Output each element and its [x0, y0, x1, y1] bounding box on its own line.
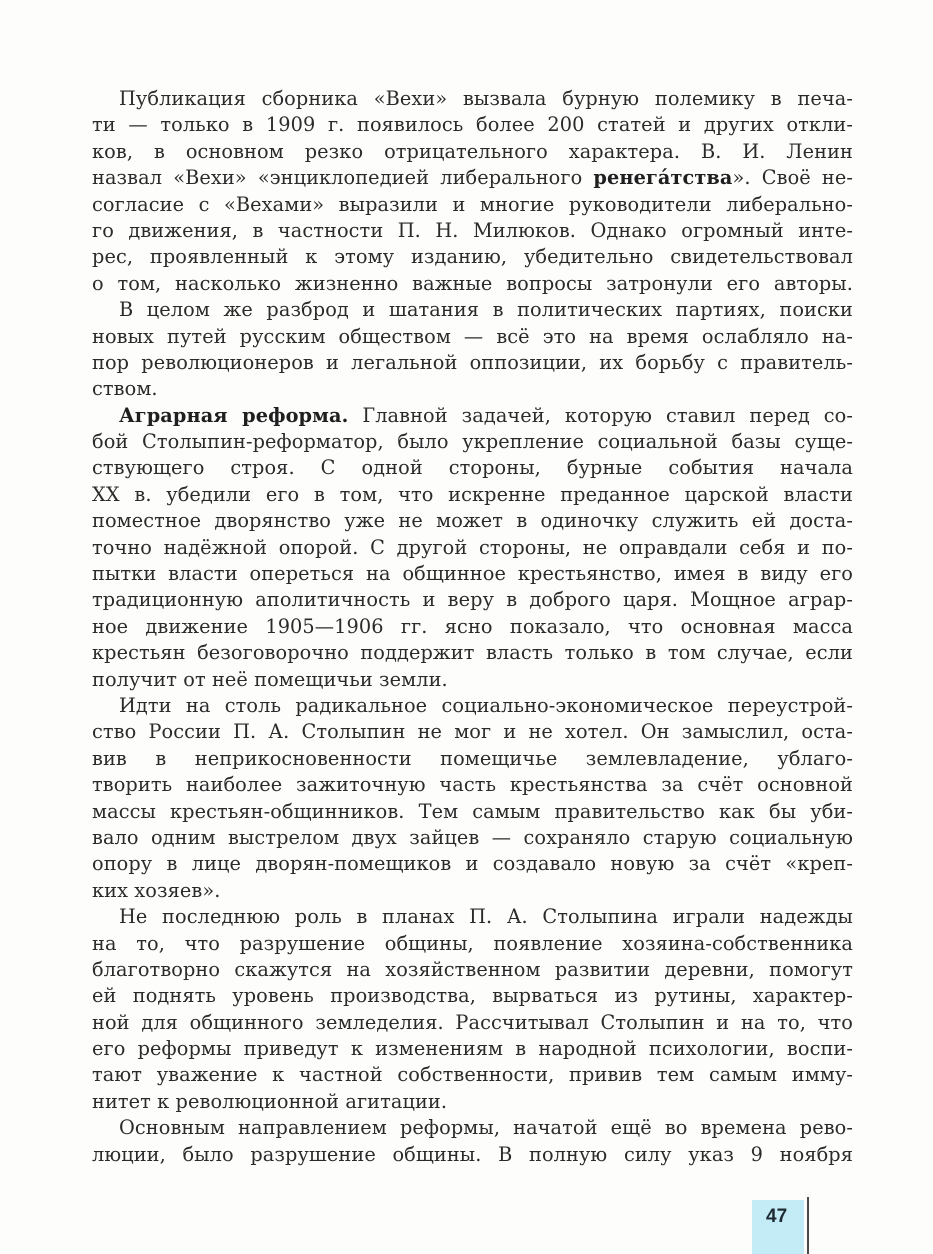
text-segment: ное движение 1905—1906 гг. ясно показало, что основная масса	[92, 614, 853, 638]
text-line	[92, 587, 853, 613]
text-line	[92, 667, 853, 693]
text-segment: го движения, в частности П. Н. Милюков. Однако огромный инте-	[92, 218, 853, 242]
text-line	[92, 455, 853, 481]
text-line	[92, 1062, 853, 1088]
text-segment: назвал «Вехи» «энциклопедией либерального	[92, 166, 594, 190]
text-line	[92, 746, 853, 772]
text-line	[92, 1036, 853, 1062]
text-line	[92, 1142, 853, 1168]
text-segment: Публикация сборника «Вехи» вызвала бурную полемику в печа-	[119, 87, 853, 110]
text-line	[92, 165, 853, 191]
text-line	[92, 324, 853, 350]
text-segment: традиционную аполитичность и веру в доброго царя. Мощное аграр-	[92, 588, 853, 612]
text-line	[92, 851, 853, 877]
paragraph	[92, 1115, 853, 1168]
text-segment: вало одним выстрелом двух зайцев — сохраняло старую социальную	[92, 825, 853, 849]
text-line	[92, 192, 853, 218]
text-segment: рес, проявленный к этому изданию, убедительно свидетельствовал	[92, 245, 853, 269]
text-segment: Основным направлением реформы, начатой ещё во времена рево-	[119, 1116, 853, 1140]
text-line	[92, 825, 853, 851]
paragraph	[92, 86, 853, 297]
text-segment: ство России П. А. Столыпин не мог и не хотел. Он замыслил, оста-	[92, 720, 853, 744]
paragraph	[92, 297, 853, 403]
text-segment: пытки власти опереться на общинное крестьянство, имея в виду его	[92, 562, 853, 586]
text-line	[92, 218, 853, 244]
text-segment: В целом же разброд и шатания в политических партиях, поиски	[119, 298, 853, 322]
text-line	[92, 244, 853, 270]
text-line	[92, 878, 853, 904]
text-line	[92, 1089, 853, 1115]
text-segment: его реформы приведут к изменениям в народной психологии, воспи-	[92, 1037, 853, 1061]
text-line	[92, 429, 853, 455]
paragraph	[92, 693, 853, 904]
text-segment: пор революционеров и легальной оппозиции, их борьбу с правитель-	[92, 350, 853, 374]
text-line	[92, 1115, 853, 1141]
text-segment: ков, в основном резко отрицательного характера. В. И. Ленин	[92, 139, 853, 163]
text-segment: ей поднять уровень производства, вырваться из рутины, характер-	[92, 984, 853, 1008]
text-line	[92, 614, 853, 640]
text-segment: XX в. убедили его в том, что искренне преданное царской власти	[92, 482, 853, 506]
text-line	[92, 983, 853, 1009]
text-segment: ». Своё не-	[732, 166, 853, 190]
text-line	[92, 508, 853, 534]
text-line	[92, 271, 853, 297]
text-segment: Не последнюю роль в планах П. А. Столыпина играли надежды	[119, 905, 853, 929]
text-segment: благотворно скажутся на хозяйственном развитии деревни, помогут	[92, 957, 853, 981]
text-line	[92, 403, 853, 429]
text-segment: бой Столыпин-реформатор, было укрепление социальной базы суще-	[92, 430, 853, 454]
text-line	[92, 931, 853, 957]
text-segment: получит от неё помещичьи земли.	[92, 667, 448, 691]
text-segment: поместное дворянство уже не может в одиночку служить ей доста-	[92, 509, 853, 533]
text-line	[92, 482, 853, 508]
text-line	[92, 772, 853, 798]
text-segment: Идти на столь радикальное социально-экономическое переустрой-	[119, 693, 853, 717]
text-line	[92, 904, 853, 930]
text-line	[92, 535, 853, 561]
text-segment: Главной задачей, которую ставил перед со-	[348, 403, 853, 427]
body-text	[92, 86, 853, 1168]
text-segment: ствующего строя. С одной стороны, бурные события начала	[92, 456, 853, 480]
bold-term: Аграрная реформа.	[119, 403, 349, 427]
text-segment: вив в неприкосновенности помещичье землевладение, ублаго-	[92, 746, 853, 770]
text-line	[92, 719, 853, 745]
text-segment: точно надёжной опорой. С другой стороны, не оправдали себя и по-	[92, 535, 853, 559]
text-segment: творить наиболее зажиточную часть крестьянства за счёт основной	[92, 773, 853, 797]
text-segment: ти — только в 1909 г. появилось более 200 статей и других откли-	[92, 113, 853, 137]
text-segment: ких хозяев».	[92, 878, 221, 902]
text-segment: на то, что разрушение общины, появление хозяина-собственника	[92, 931, 853, 955]
text-segment: опору в лице дворян-помещиков и создавало новую за счёт «креп-	[92, 852, 853, 876]
text-segment: ством.	[92, 377, 158, 401]
paragraph	[92, 403, 853, 693]
text-line	[92, 112, 853, 138]
text-segment: массы крестьян-общинников. Тем самым правительство как бы уби-	[92, 799, 853, 823]
text-line	[92, 297, 853, 323]
text-line	[92, 799, 853, 825]
text-segment: новых путей русским обществом — всё это на время ослабляло на-	[92, 324, 853, 348]
text-line	[92, 693, 853, 719]
text-segment: люции, было разрушение общины. В полную силу указ 9 ноября	[92, 1142, 853, 1166]
text-line	[92, 640, 853, 666]
text-line	[92, 86, 853, 112]
text-line	[92, 350, 853, 376]
paragraph	[92, 904, 853, 1115]
margin-rule	[807, 1197, 809, 1254]
text-segment: ной для общинного земледелия. Рассчитывал Столыпин и на то, что	[92, 1010, 853, 1034]
text-line	[92, 561, 853, 587]
page-number: 47	[766, 1206, 788, 1227]
text-segment: о том, насколько жизненно важные вопросы затронули его авторы.	[92, 271, 853, 295]
text-line	[92, 1010, 853, 1036]
text-line	[92, 139, 853, 165]
bold-term: ренегáтства	[593, 166, 733, 190]
text-segment: согласие с «Вехами» выразили и многие руководители либерально-	[92, 192, 853, 216]
text-segment: нитет к революционной агитации.	[92, 1089, 448, 1113]
text-line	[92, 376, 853, 402]
text-line	[92, 957, 853, 983]
text-segment: тают уважение к частной собственности, привив тем самым имму-	[92, 1063, 853, 1087]
text-segment: крестьян безоговорочно поддержит власть только в том случае, если	[92, 641, 853, 665]
